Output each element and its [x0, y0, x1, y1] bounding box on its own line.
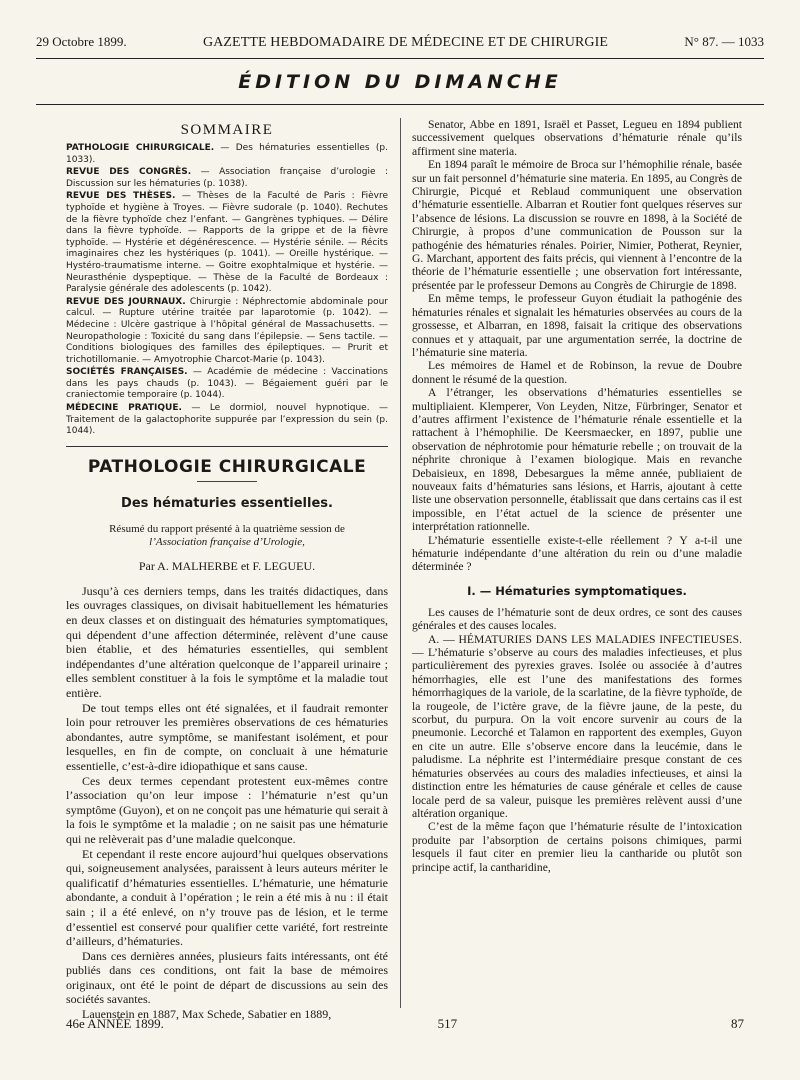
right-column — [412, 118, 742, 874]
body-paragraph: A l’étranger, les observations d’hématuries essentielles se multipliaient. Klemperer, Von Leyden, Nitze, Fürbringer, Senator et d’autres affirment l’existence de l’hématurie rénale essentielle et la rattachent à l’hémophilie. De Keersmaecker, en 1897, publie une observation de néphrotomie pour hématurie rebelle ; on trouvait de la néphrite chronique à l’examen biologique. Mais en revanche Debaisieux, en 1898, Debesargues la même année, publiaient de nouveaux faits d’hématuries sans lésions, et Harris, ajoutant à cette liste une observation personnelle, établissait que dans certains cas il est impossible, en l’état actuel de la science de présenter une interprétation rationnelle. — [412, 386, 743, 534]
left-column — [66, 118, 388, 1022]
body-paragraph: En même temps, le professeur Guyon étudiait la pathogénie des hématuries rénales et signalait les hématuries observées au cours de la grossesse, et Albarran, en 1898, faisait la critique des observations connues et y attaquait, par une argumentation serrée, la doctrine de l’hématurie sine materia. — [412, 292, 742, 359]
section-rule — [66, 446, 388, 447]
sommaire-entry-text: — Des hématuries essentielles (p. 1033). — [66, 143, 388, 165]
body-paragraph: Lauenstein en 1887, Max Schede, Sabatier en 1889, — [82, 1007, 332, 1022]
body-paragraph: L’hématurie essentielle existe-t-elle réellement ? Y a-t-il une hématurie indépendante d’une altération du rein ou d’une maladie déterminée ? — [412, 533, 742, 574]
edition-rule — [36, 104, 764, 105]
article-subtitle-line-2: l’Association française d’Urologie, — [149, 535, 305, 548]
running-head — [36, 34, 764, 51]
left-body — [66, 584, 388, 1022]
sommaire-entry-text: — Association française d’urologie : Discussion sur les hématuries (p. 1038). — [66, 167, 388, 189]
body-paragraph: Et cependant il reste encore aujourd’hui quelques observations qui, soigneusement analysées, paraissent à leurs auteurs mériter le qualificatif d’hématuries essentielles. L’hématurie, une hématurie abondante, a conduit à l’opération ; le rein a été mis à nu : il était sain ; il a été enlevé, on n’y trouve pas de lésion, et le terme d’essentiel est conservé pour qualifier cette variété, fort restreinte d’ailleurs, d’hématuries. — [66, 846, 388, 949]
sommaire-entry-text: — Thèses de la Faculté de Paris : Fièvre typhoïde et hygiène à Troyes. — Fièvre sudorale (p. 1040). Rechutes de la fièvre typhoïde chez l’enfant. — Gangrènes typhiques. — Délire dans la fièvre typhoïde. — Rapports de la grippe et de la fièvre typhoïde. — Hystérie et dégénérescence. — Hystérie sénile. — Récits imaginaires chez les hystériques (p. 1041). — Oreille hystérique. — Hystéro-traumatisme interne. — Goitre exophtalmique et hystérie. — Neurasthénie dyspeptique. — Thèse de la Faculté de Bordeaux : Paralysie générale des adolescents (p. 1042). — [66, 191, 389, 295]
body-paragraph: Jusqu’à ces derniers temps, dans les traités didactiques, dans les ouvrages classiques, on divisait habituellement les hématuries en deux classes et on distinguait des hématuries symptomatiques, qui dépendent d’une affection déterminée, relèvent d’une cause bien établie, et des hématuries essentielles, qui semblent indépendantes d’une altération quelconque de l’appareil urinaire ; elles semblent constituer à la fois le symptôme et la maladie tout entière. — [66, 583, 388, 700]
body-paragraph: En 1894 paraît le mémoire de Broca sur l’hémophilie rénale, basée sur un fait personnel d’hématurie sine materia. En 1895, au Congrès de Chirurgie, Picqué et Reblaud communiquent une observation d’hématurie essentielle. Albarran et Routier font quelques réserves sur l’absence de lésions. La discussion se rouvre en 1898, à la Société de Chirurgie, à propos d’une communication de Pousson sur la pathogénie des hématuries rénales. Poirier, Nimier, Potherat, Reynier, G. Marchant, apportent des faits précis, qui viennent à l’encontre de la théorie de l’hématurie essentielle ; une observation fort intéressante, présentée par le professeur Demons au Congrès de Chirurgie de 1898. — [412, 158, 743, 292]
issue-date: 29 Octobre 1899. — [36, 34, 127, 49]
sommaire-entry-text: — Académie de médecine : Vaccinations dans les pays chauds (p. 1043). — Bégaiement guéri par le craniectomie temporaire (p. 1044). — [66, 367, 388, 401]
journal-title: GAZETTE HEBDOMADAIRE DE MÉDECINE ET DE CHIRURGIE — [202, 35, 609, 50]
body-paragraph: C’est de la même façon que l’hématurie résulte de l’intoxication produite par l’absorption de certains poisons chimiques, parmi lesquels il faut citer en premier lieu la cantharide ou plutôt son principe actif, la cantharidine, — [412, 820, 742, 874]
sommaire-entry — [66, 143, 388, 166]
sommaire-entry-label: MÉDECINE PRATIQUE. — [66, 403, 182, 414]
footer-year: 46e ANNÉE 1899. — [66, 1016, 164, 1031]
sommaire-entry — [66, 367, 388, 402]
sommaire-entry — [66, 403, 388, 438]
body-paragraph: Les causes de l’hématurie sont de deux ordres, ce sont des causes générales et des causes locales. — [412, 605, 742, 633]
edition-banner: ÉDITION DU DIMANCHE — [238, 71, 562, 93]
sommaire-list — [66, 143, 388, 438]
page-footer — [66, 1016, 744, 1032]
sommaire-entry-label: PATHOLOGIE CHIRURGICALE. — [66, 143, 215, 153]
sommaire-entry-label: REVUE DES CONGRÈS. — [66, 167, 192, 178]
right-body-b — [412, 606, 742, 874]
sommaire-title: SOMMAIRE — [180, 122, 274, 138]
sommaire-entry — [66, 297, 388, 367]
sommaire-entry-label: REVUE DES THÈSES. — [66, 191, 176, 202]
subsection-heading: I. — Hématuries symptomatiques. — [467, 583, 687, 598]
article-title: Des hématuries essentielles. — [121, 495, 333, 511]
footer-folio: 517 — [437, 1016, 458, 1031]
sommaire-entry-text: — Le dormiol, nouvel hypnotique. — Traitement de la galactophorite suppurée par l’expression du sein (p. 1044). — [66, 403, 389, 437]
sommaire-entry — [66, 191, 388, 295]
section-title: PATHOLOGIE CHIRURGICALE — [87, 456, 367, 477]
article-subtitle-line-1: Résumé du rapport présenté à la quatrième session de — [109, 522, 345, 535]
body-paragraph: Dans ces dernières années, plusieurs faits intéressants, ont été publiés dans ces conditions, ont fait la base de mémoires originaux, ont été le point de départ de discussions au sein des sociétés savantes. — [66, 948, 388, 1007]
body-paragraph: Senator, Abbe en 1891, Israël et Passet, Legueu en 1894 publient successivement quelques observations d’hématurie rénale qu’ils affirment sine materia. — [412, 118, 742, 158]
article-subtitle — [66, 523, 388, 549]
column-divider — [400, 118, 401, 1008]
issue-number: N° 87. — 1033 — [684, 34, 764, 49]
header-rule — [36, 58, 764, 59]
article-authors: Par A. MALHERBE et F. LEGUEU. — [138, 558, 316, 573]
section-short-rule — [197, 481, 257, 482]
footer-page: 87 — [730, 1016, 744, 1031]
sommaire-entry-text: Chirurgie : Néphrectomie abdominale pour calcul. — Rupture utérine traitée par laparotomie (p. 1042). — Médecine : Ulcère gastrique à l’hôpital général de Massachusetts. — Neuropathologie : Toxicité du sang dans l’épilepsie. — Sens tactile. — Conditions biologiques des familles des épileptiques. — Prurit et trichotillomanie. — Amyotrophie Charcot-Marie (p. 1043). — [66, 296, 388, 365]
body-paragraph: Les mémoires de Hamel et de Robinson, la revue de Doubre donnent le résumé de la question. — [412, 359, 742, 386]
sommaire-entry-label: REVUE DES JOURNAUX. — [66, 296, 186, 307]
sommaire-entry-label: SOCIÉTÉS FRANÇAISES. — [66, 367, 188, 378]
body-paragraph: A. — HÉMATURIES DANS LES MALADIES INFECTIEUSES. — L’hématurie s’observe au cours des maladies infectieuses, et plus particulièrement des pyrexies graves. Isolée ou associée à d’autres hémorrhagies, elle est l’une des manifestations des formes hémorrhagiques de la variole, de la scarlatine, de la fièvre typhoïde, de la rougeole, de l’ictère grave, de la fièvre jaune, de la peste, du scorbut, du purpura. On la voit encore survenir au cours de la pneumonie. Lecorché et Talamon en rapportent des exemples, Guyon en cite un autre. Elle s’observe encore dans la leucémie, dans le paludisme. La néphrite est l’intermédiaire presque constant de ces hématuries observées au cours des maladies infectieuses, et ainsi la distinction entre les hématuries de cause générale et celles de cause locale perd de sa valeur, puisque les premières relèvent aussi d’une altération organique. — [412, 632, 742, 820]
right-body-a — [412, 118, 742, 574]
body-paragraph: Ces deux termes cependant protestent eux-mêmes contre l’association qu’on leur impose : l’hématurie n’est qu’un symptôme (Guyon), et on ne conçoit pas une hématurie qui serait à la fois le symptôme et la maladie ; on ne saisit pas une hématurie qui ne relèverait pas d’une maladie quelconque. — [66, 773, 388, 846]
sommaire-entry — [66, 167, 388, 190]
body-paragraph: De tout temps elles ont été signalées, et il faudrait remonter loin pour retrouver les premières observations de ces hématuries abondantes, autre symptôme, se manifestant isolément, et pour lesquelles, en fin de compte, on concluait à une hématurie essentielle, c’est-à-dire idiopathique et sans cause. — [66, 700, 388, 773]
